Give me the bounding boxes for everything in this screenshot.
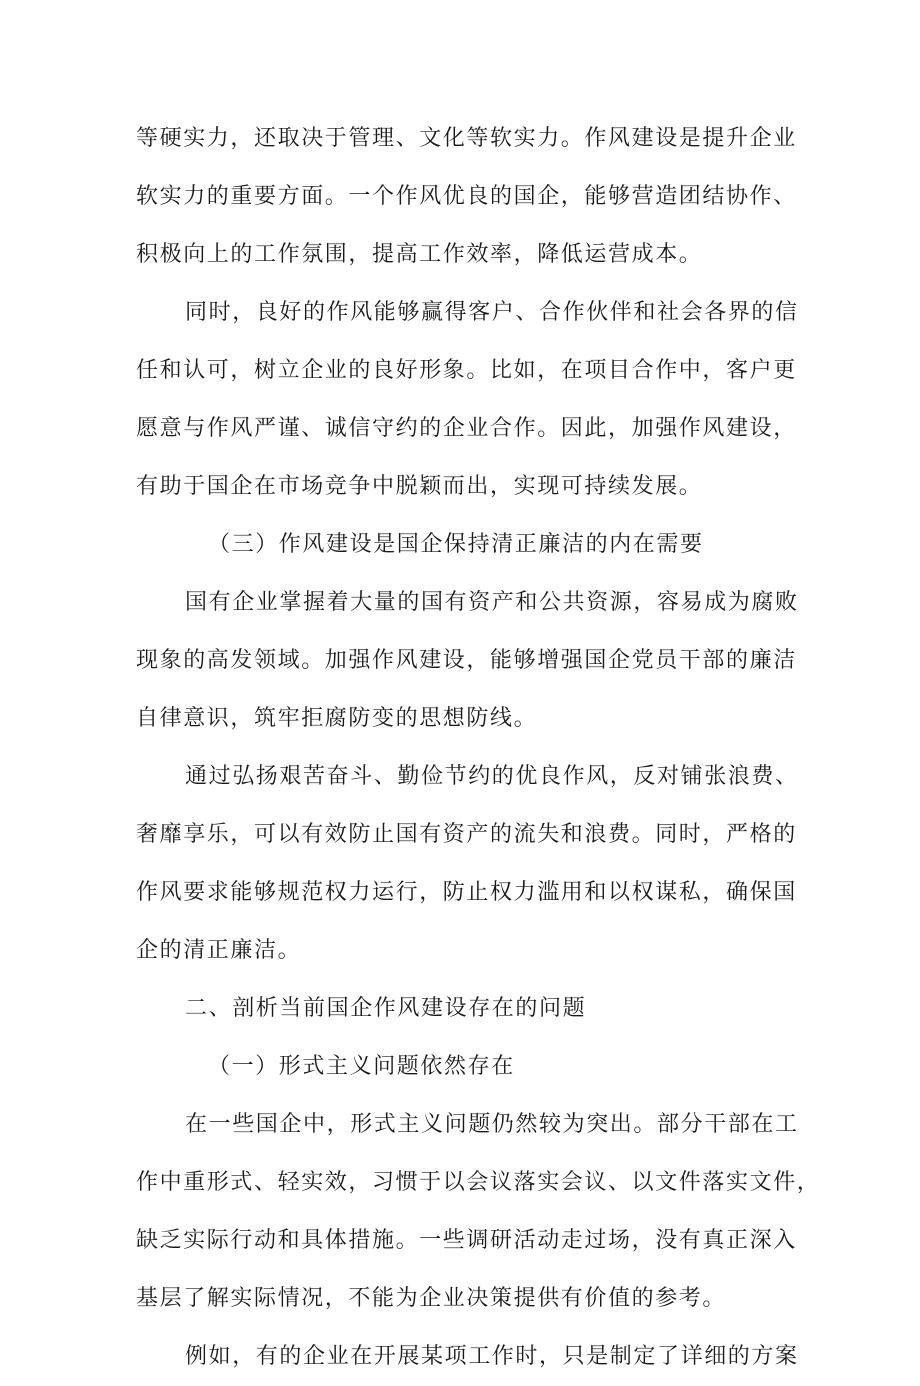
chapter-heading-2: 二、剖析当前国企作风建设存在的问题 xyxy=(185,996,587,1021)
text-line-7: 有助于国企在市场竞争中脱颖而出，实现可持续发展。 xyxy=(136,474,703,499)
text-line-15: 企的清正廉洁。 xyxy=(136,938,302,963)
document-body xyxy=(136,110,821,1386)
text-line-13: 奢靡享乐，可以有效防止国有资产的流失和浪费。同时，严格的 xyxy=(136,822,797,847)
text-line-6: 愿意与作风严谨、诚信守约的企业合作。因此，加强作风建设， xyxy=(136,416,797,441)
text-line-12: 通过弘扬艰苦奋斗、勤俭节约的优良作风，反对铺张浪费、 xyxy=(185,764,799,789)
text-line-2: 软实力的重要方面。一个作风优良的国企，能够营造团结协作、 xyxy=(136,184,797,209)
text-line-18: 在一些国企中，形式主义问题仍然较为突出。部分干部在工 xyxy=(185,1112,799,1137)
text-line-21: 基层了解实际情况，不能为企业决策提供有价值的参考。 xyxy=(136,1286,727,1311)
text-line-1: 等硬实力，还取决于管理、文化等软实力。作风建设是提升企业 xyxy=(136,126,797,151)
section-heading-3: （三）作风建设是国企保持清正廉洁的内在需要 xyxy=(208,532,704,557)
text-line-14: 作风要求能够规范权力运行，防止权力滥用和以权谋私，确保国 xyxy=(136,880,797,905)
text-line-20: 缺乏实际行动和具体措施。一些调研活动走过场，没有真正深入 xyxy=(136,1228,797,1253)
text-line-4: 同时，良好的作风能够赢得客户、合作伙伴和社会各界的信 xyxy=(185,300,799,325)
text-line-5: 任和认可，树立企业的良好形象。比如，在项目合作中，客户更 xyxy=(136,358,797,383)
text-line-3: 积极向上的工作氛围，提高工作效率，降低运营成本。 xyxy=(136,242,703,267)
text-line-10: 现象的高发领域。加强作风建设，能够增强国企党员干部的廉洁 xyxy=(136,648,797,673)
text-line-11: 自律意识，筑牢拒腐防变的思想防线。 xyxy=(136,706,538,731)
text-line-22: 例如，有的企业在开展某项工作时，只是制定了详细的方案 xyxy=(185,1344,799,1369)
text-line-9: 国有企业掌握着大量的国有资产和公共资源，容易成为腐败 xyxy=(185,590,799,615)
text-line-19: 作中重形式、轻实效，习惯于以会议落实会议、以文件落实文件， xyxy=(136,1170,821,1195)
section-heading-1: （一）形式主义问题依然存在 xyxy=(208,1054,515,1079)
